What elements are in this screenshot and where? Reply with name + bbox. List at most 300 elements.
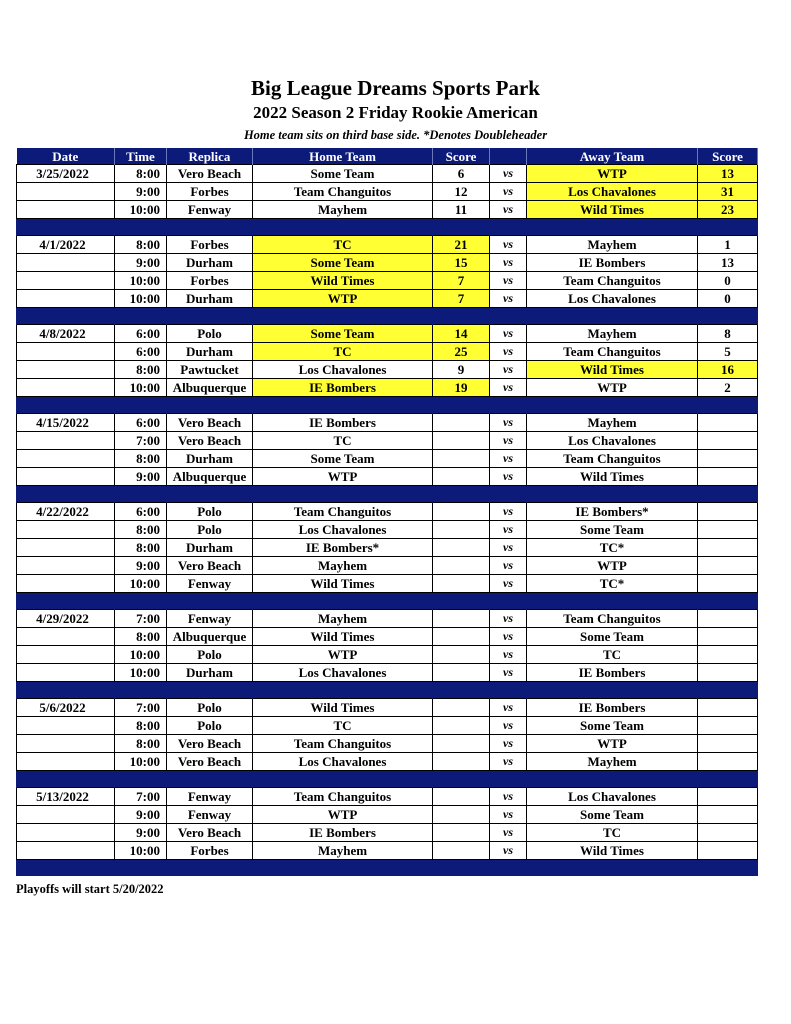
vs-cell: vs (490, 539, 527, 557)
away-score-cell (698, 575, 758, 593)
home-team-cell: Team Changuitos (253, 503, 433, 521)
away-score-cell: 23 (698, 201, 758, 219)
home-score-cell (433, 539, 490, 557)
home-score-cell (433, 628, 490, 646)
home-score-cell (433, 557, 490, 575)
away-score-cell: 16 (698, 361, 758, 379)
away-team-cell: Los Chavalones (527, 290, 698, 308)
time-cell: 8:00 (115, 450, 167, 468)
separator-cell (253, 219, 433, 236)
home-team-cell: Los Chavalones (253, 361, 433, 379)
vs-cell: vs (490, 432, 527, 450)
home-score-cell (433, 414, 490, 432)
home-score-cell: 25 (433, 343, 490, 361)
replica-cell: Vero Beach (167, 414, 253, 432)
vs-cell: vs (490, 824, 527, 842)
separator-cell (698, 308, 758, 325)
time-cell: 8:00 (115, 628, 167, 646)
away-team-cell: Los Chavalones (527, 183, 698, 201)
replica-cell: Vero Beach (167, 824, 253, 842)
time-cell: 7:00 (115, 432, 167, 450)
week-separator-row (17, 593, 758, 610)
home-score-cell: 9 (433, 361, 490, 379)
separator-cell (490, 593, 527, 610)
home-score-cell (433, 610, 490, 628)
replica-cell: Fenway (167, 201, 253, 219)
away-score-cell: 0 (698, 290, 758, 308)
home-score-cell: 6 (433, 165, 490, 183)
table-row (17, 575, 758, 593)
separator-cell (527, 486, 698, 503)
time-cell: 6:00 (115, 414, 167, 432)
separator-cell (698, 486, 758, 503)
home-team-cell: WTP (253, 806, 433, 824)
separator-cell (490, 682, 527, 699)
time-cell: 7:00 (115, 788, 167, 806)
replica-cell: Albuquerque (167, 379, 253, 397)
home-team-cell: IE Bombers* (253, 539, 433, 557)
home-score-cell (433, 521, 490, 539)
away-team-cell: WTP (527, 379, 698, 397)
separator-cell (433, 219, 490, 236)
away-score-cell (698, 824, 758, 842)
home-team-cell: Some Team (253, 165, 433, 183)
separator-cell (115, 860, 167, 877)
time-cell: 6:00 (115, 343, 167, 361)
vs-cell: vs (490, 165, 527, 183)
home-team-cell: WTP (253, 646, 433, 664)
table-row (17, 361, 758, 379)
home-score-cell (433, 646, 490, 664)
date-cell (17, 842, 115, 860)
replica-cell: Vero Beach (167, 165, 253, 183)
away-score-cell (698, 646, 758, 664)
separator-cell (433, 771, 490, 788)
separator-cell (17, 486, 115, 503)
home-team-cell: Team Changuitos (253, 183, 433, 201)
table-row (17, 325, 758, 343)
replica-cell: Durham (167, 290, 253, 308)
vs-cell: vs (490, 343, 527, 361)
separator-cell (490, 860, 527, 877)
away-score-cell (698, 717, 758, 735)
time-cell: 10:00 (115, 290, 167, 308)
time-cell: 8:00 (115, 717, 167, 735)
date-cell (17, 201, 115, 219)
vs-cell: vs (490, 361, 527, 379)
home-team-cell: Mayhem (253, 201, 433, 219)
time-cell: 6:00 (115, 503, 167, 521)
home-team-cell: WTP (253, 468, 433, 486)
away-team-cell: TC* (527, 539, 698, 557)
table-row (17, 753, 758, 771)
replica-cell: Forbes (167, 272, 253, 290)
replica-cell: Polo (167, 646, 253, 664)
home-team-cell: Wild Times (253, 628, 433, 646)
separator-cell (433, 397, 490, 414)
time-cell: 10:00 (115, 201, 167, 219)
home-team-cell: IE Bombers (253, 824, 433, 842)
away-score-cell (698, 699, 758, 717)
table-row (17, 539, 758, 557)
vs-cell: vs (490, 468, 527, 486)
separator-cell (490, 219, 527, 236)
away-team-cell: TC* (527, 575, 698, 593)
away-team-cell: Some Team (527, 717, 698, 735)
vs-cell: vs (490, 575, 527, 593)
replica-cell: Vero Beach (167, 432, 253, 450)
home-score-cell: 15 (433, 254, 490, 272)
table-row (17, 699, 758, 717)
date-cell (17, 468, 115, 486)
separator-cell (115, 593, 167, 610)
time-cell: 10:00 (115, 646, 167, 664)
separator-cell (253, 593, 433, 610)
away-score-cell: 8 (698, 325, 758, 343)
away-score-cell (698, 628, 758, 646)
separator-cell (115, 219, 167, 236)
away-team-cell: Mayhem (527, 414, 698, 432)
replica-cell: Vero Beach (167, 753, 253, 771)
separator-cell (527, 219, 698, 236)
date-cell (17, 450, 115, 468)
vs-cell: vs (490, 753, 527, 771)
separator-cell (698, 219, 758, 236)
schedule-table (16, 148, 758, 876)
date-cell: 4/22/2022 (17, 503, 115, 521)
date-cell (17, 628, 115, 646)
home-score-cell: 7 (433, 272, 490, 290)
replica-cell: Fenway (167, 806, 253, 824)
replica-cell: Forbes (167, 842, 253, 860)
away-score-cell (698, 503, 758, 521)
away-score-cell (698, 432, 758, 450)
date-cell: 4/8/2022 (17, 325, 115, 343)
replica-cell: Durham (167, 343, 253, 361)
away-score-cell (698, 753, 758, 771)
time-cell: 9:00 (115, 254, 167, 272)
away-team-cell: Team Changuitos (527, 450, 698, 468)
time-cell: 9:00 (115, 468, 167, 486)
time-cell: 10:00 (115, 575, 167, 593)
replica-cell: Polo (167, 325, 253, 343)
vs-cell: vs (490, 610, 527, 628)
separator-cell (490, 486, 527, 503)
away-score-cell (698, 610, 758, 628)
column-header-home-team: Home Team (253, 148, 433, 165)
away-score-cell (698, 414, 758, 432)
table-header-row (17, 148, 758, 165)
separator-cell (698, 593, 758, 610)
home-team-cell: Los Chavalones (253, 521, 433, 539)
date-cell: 4/15/2022 (17, 414, 115, 432)
date-cell (17, 806, 115, 824)
separator-cell (17, 308, 115, 325)
home-team-cell: Mayhem (253, 557, 433, 575)
table-row (17, 165, 758, 183)
home-score-cell: 21 (433, 236, 490, 254)
time-cell: 9:00 (115, 824, 167, 842)
date-cell (17, 539, 115, 557)
separator-cell (17, 397, 115, 414)
away-team-cell: Mayhem (527, 325, 698, 343)
separator-cell (253, 308, 433, 325)
week-separator-row (17, 771, 758, 788)
vs-cell: vs (490, 664, 527, 682)
home-team-cell: TC (253, 343, 433, 361)
away-score-cell: 5 (698, 343, 758, 361)
time-cell: 10:00 (115, 842, 167, 860)
date-cell: 3/25/2022 (17, 165, 115, 183)
home-score-cell: 19 (433, 379, 490, 397)
home-score-cell (433, 575, 490, 593)
vs-cell: vs (490, 325, 527, 343)
vs-cell: vs (490, 842, 527, 860)
away-team-cell: IE Bombers (527, 699, 698, 717)
date-cell (17, 379, 115, 397)
away-team-cell: Wild Times (527, 201, 698, 219)
vs-cell: vs (490, 806, 527, 824)
separator-cell (17, 771, 115, 788)
away-score-cell (698, 450, 758, 468)
column-header-vs (490, 148, 527, 165)
separator-cell (433, 308, 490, 325)
separator-cell (115, 397, 167, 414)
away-score-cell (698, 539, 758, 557)
table-row (17, 290, 758, 308)
date-cell: 5/13/2022 (17, 788, 115, 806)
vs-cell: vs (490, 521, 527, 539)
home-team-cell: Some Team (253, 325, 433, 343)
home-team-cell: Los Chavalones (253, 664, 433, 682)
home-score-cell (433, 468, 490, 486)
vs-cell: vs (490, 450, 527, 468)
home-score-cell (433, 753, 490, 771)
date-cell: 4/29/2022 (17, 610, 115, 628)
time-cell: 9:00 (115, 806, 167, 824)
table-row (17, 664, 758, 682)
replica-cell: Durham (167, 450, 253, 468)
date-cell (17, 557, 115, 575)
away-score-cell (698, 468, 758, 486)
vs-cell: vs (490, 788, 527, 806)
home-team-cell: IE Bombers (253, 379, 433, 397)
column-header-date: Date (17, 148, 115, 165)
time-cell: 8:00 (115, 361, 167, 379)
home-score-cell (433, 842, 490, 860)
table-row (17, 432, 758, 450)
vs-cell: vs (490, 183, 527, 201)
home-score-cell (433, 432, 490, 450)
time-cell: 8:00 (115, 521, 167, 539)
time-cell: 10:00 (115, 379, 167, 397)
away-score-cell: 13 (698, 165, 758, 183)
separator-cell (167, 860, 253, 877)
time-cell: 8:00 (115, 236, 167, 254)
away-score-cell: 0 (698, 272, 758, 290)
table-row (17, 628, 758, 646)
vs-cell: vs (490, 290, 527, 308)
week-separator-row (17, 682, 758, 699)
date-cell (17, 272, 115, 290)
separator-cell (167, 219, 253, 236)
vs-cell: vs (490, 201, 527, 219)
separator-cell (433, 593, 490, 610)
week-separator-row (17, 860, 758, 877)
away-team-cell: Team Changuitos (527, 272, 698, 290)
separator-cell (698, 682, 758, 699)
vs-cell: vs (490, 628, 527, 646)
away-team-cell: Mayhem (527, 236, 698, 254)
home-team-cell: Some Team (253, 254, 433, 272)
away-team-cell: Wild Times (527, 842, 698, 860)
page-subtitle: 2022 Season 2 Friday Rookie American (253, 103, 538, 122)
home-team-cell: Mayhem (253, 610, 433, 628)
week-separator-row (17, 397, 758, 414)
home-team-cell: TC (253, 432, 433, 450)
home-score-cell (433, 664, 490, 682)
date-cell (17, 521, 115, 539)
replica-cell: Durham (167, 664, 253, 682)
vs-cell: vs (490, 236, 527, 254)
away-team-cell: Some Team (527, 521, 698, 539)
date-cell (17, 432, 115, 450)
separator-cell (167, 308, 253, 325)
table-row (17, 735, 758, 753)
table-row (17, 414, 758, 432)
table-row (17, 468, 758, 486)
home-score-cell (433, 806, 490, 824)
separator-cell (433, 860, 490, 877)
away-team-cell: Team Changuitos (527, 343, 698, 361)
home-score-cell (433, 503, 490, 521)
home-score-cell: 11 (433, 201, 490, 219)
table-row (17, 236, 758, 254)
away-team-cell: Wild Times (527, 361, 698, 379)
table-row (17, 806, 758, 824)
away-score-cell (698, 557, 758, 575)
separator-cell (527, 860, 698, 877)
table-row (17, 450, 758, 468)
separator-cell (167, 682, 253, 699)
table-row (17, 557, 758, 575)
home-team-cell: TC (253, 236, 433, 254)
home-team-cell: IE Bombers (253, 414, 433, 432)
home-score-cell (433, 788, 490, 806)
table-row (17, 788, 758, 806)
column-header-time: Time (115, 148, 167, 165)
separator-cell (490, 308, 527, 325)
table-row (17, 824, 758, 842)
vs-cell: vs (490, 272, 527, 290)
vs-cell: vs (490, 717, 527, 735)
vs-cell: vs (490, 379, 527, 397)
home-team-cell: Team Changuitos (253, 788, 433, 806)
time-cell: 10:00 (115, 753, 167, 771)
home-team-cell: Mayhem (253, 842, 433, 860)
table-row (17, 610, 758, 628)
replica-cell: Albuquerque (167, 628, 253, 646)
separator-cell (253, 771, 433, 788)
table-row (17, 842, 758, 860)
away-team-cell: TC (527, 824, 698, 842)
separator-cell (115, 771, 167, 788)
separator-cell (698, 397, 758, 414)
home-team-cell: TC (253, 717, 433, 735)
date-cell (17, 753, 115, 771)
home-team-cell: Wild Times (253, 272, 433, 290)
separator-cell (527, 682, 698, 699)
separator-cell (115, 486, 167, 503)
column-header-away-team: Away Team (527, 148, 698, 165)
separator-cell (253, 860, 433, 877)
date-cell (17, 735, 115, 753)
date-cell (17, 575, 115, 593)
replica-cell: Forbes (167, 236, 253, 254)
table-row (17, 343, 758, 361)
separator-cell (17, 593, 115, 610)
week-separator-row (17, 219, 758, 236)
separator-cell (698, 771, 758, 788)
column-header-away-score: Score (698, 148, 758, 165)
separator-cell (115, 308, 167, 325)
week-separator-row (17, 486, 758, 503)
home-score-cell (433, 735, 490, 753)
away-team-cell: WTP (527, 735, 698, 753)
table-row (17, 272, 758, 290)
replica-cell: Polo (167, 699, 253, 717)
home-team-cell: WTP (253, 290, 433, 308)
away-team-cell: Wild Times (527, 468, 698, 486)
date-cell (17, 717, 115, 735)
away-team-cell: WTP (527, 557, 698, 575)
away-score-cell: 1 (698, 236, 758, 254)
home-team-cell: Los Chavalones (253, 753, 433, 771)
time-cell: 9:00 (115, 557, 167, 575)
date-cell (17, 183, 115, 201)
table-row (17, 521, 758, 539)
table-row (17, 379, 758, 397)
separator-cell (17, 682, 115, 699)
separator-cell (253, 682, 433, 699)
home-team-cell: Some Team (253, 450, 433, 468)
date-cell (17, 343, 115, 361)
table-row (17, 254, 758, 272)
away-score-cell (698, 842, 758, 860)
playoffs-note: Playoffs will start 5/20/2022 (16, 882, 164, 896)
replica-cell: Polo (167, 717, 253, 735)
separator-cell (167, 486, 253, 503)
vs-cell: vs (490, 254, 527, 272)
time-cell: 10:00 (115, 664, 167, 682)
separator-cell (490, 397, 527, 414)
time-cell: 10:00 (115, 272, 167, 290)
away-team-cell: Los Chavalones (527, 788, 698, 806)
home-score-cell: 7 (433, 290, 490, 308)
separator-cell (527, 771, 698, 788)
home-score-cell (433, 824, 490, 842)
home-team-cell: Wild Times (253, 699, 433, 717)
vs-cell: vs (490, 414, 527, 432)
away-score-cell (698, 806, 758, 824)
replica-cell: Durham (167, 254, 253, 272)
away-team-cell: TC (527, 646, 698, 664)
date-cell (17, 290, 115, 308)
time-cell: 7:00 (115, 610, 167, 628)
time-cell: 6:00 (115, 325, 167, 343)
date-cell (17, 646, 115, 664)
table-row (17, 183, 758, 201)
